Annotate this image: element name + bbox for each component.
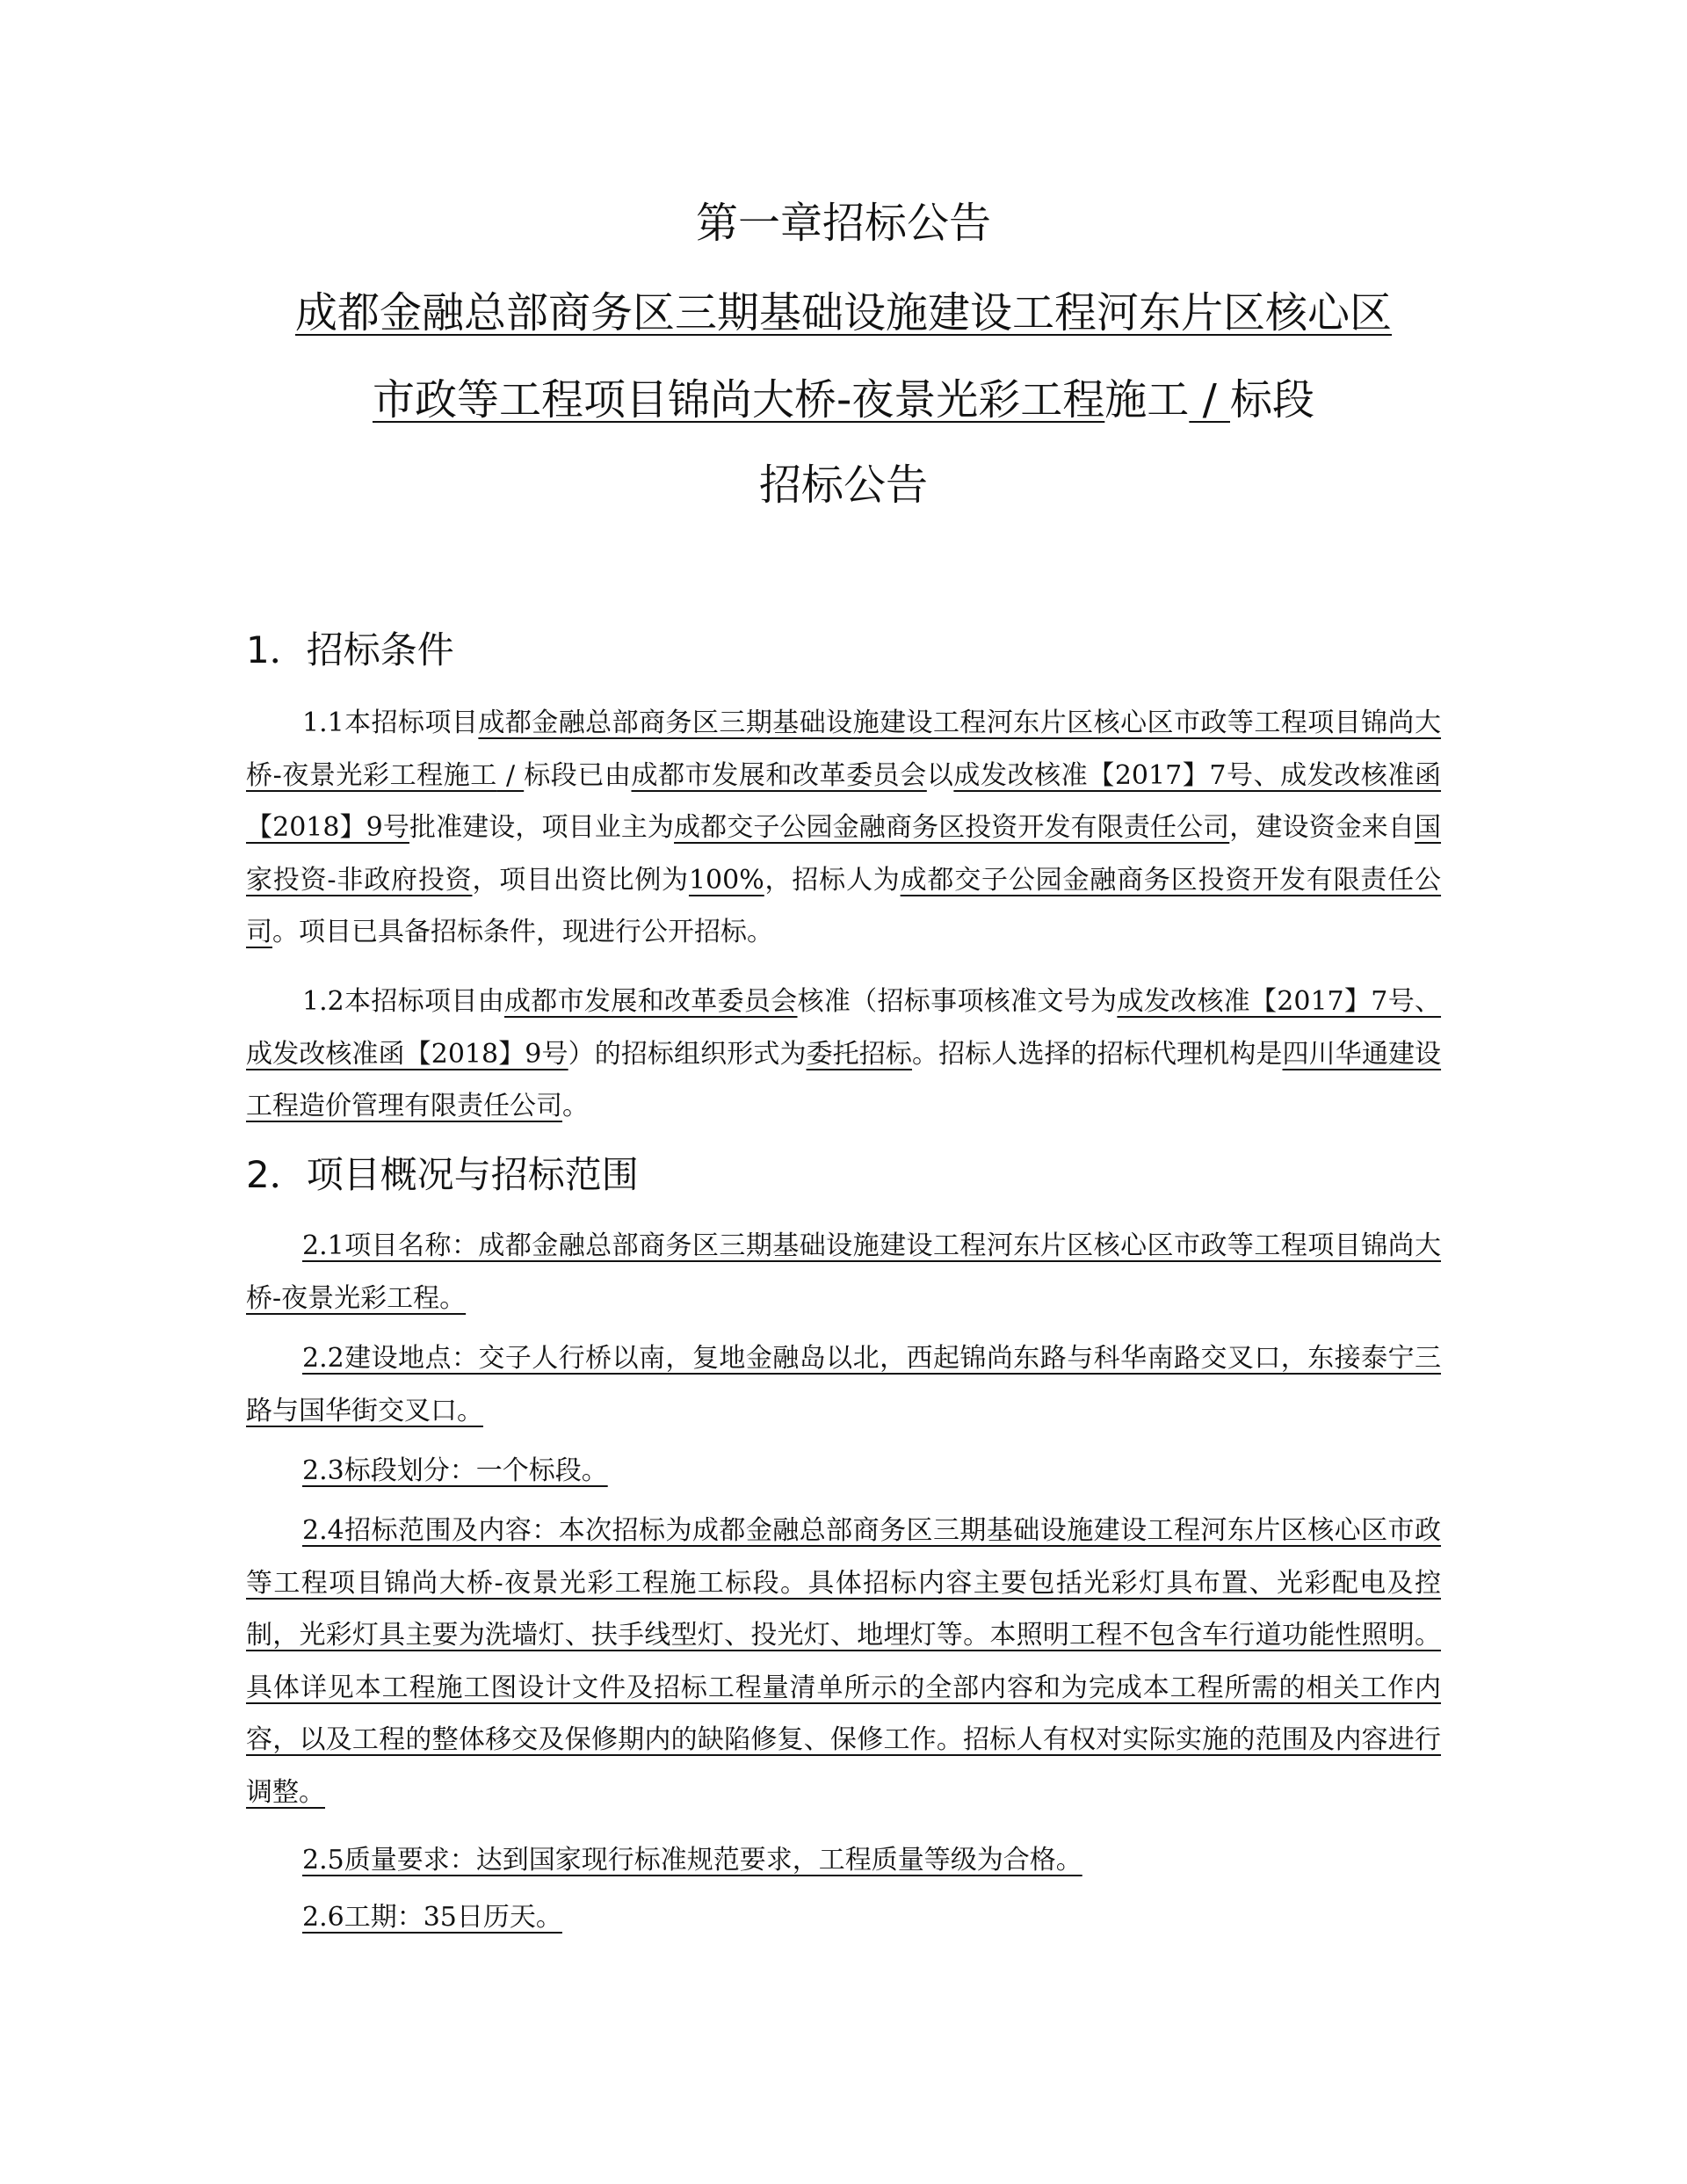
p22-text: 2.2建设地点：交子人行桥以南，复地金融岛以北，西起锦尚东路与科华南路交叉口，东接泰宁三路与国华街交叉口。	[246, 1343, 1441, 1426]
p12-approval-doc: 成发改核准【2017】7号、成发改核准函【2018】9号	[246, 986, 1442, 1070]
p11-funding: 国家投资-非政府投资	[246, 812, 1442, 896]
project-title-line-2	[0, 372, 1687, 428]
section-heading-2: 2．项目概况与招标范围	[246, 1153, 639, 1196]
paragraph-1-2	[246, 976, 1441, 1133]
p11-text-n: ，招标人为	[764, 864, 901, 896]
p24-text: 2.4招标范围及内容：本次招标为成都金融总部商务区三期基础设施建设工程河东片区核心区市政等工程项目锦尚大桥-夜景光彩工程施工标段。具体招标内容主要包括光彩灯具布置、光彩配电及控制，光彩灯具主要为洗墙灯、扶手线型灯、投光灯、地埋灯等。本照明工程不包含车行道功能性照明。 具体详见本工程施工图设计文件及招标工程量清单所示的全部内容和为完成本工程所需的相关工作内容，以及工程的整体移交及保修期内的缺陷修复、保修工作。招标人有权对实际实施的范围及内容进行调整。	[246, 1515, 1441, 1808]
p11-owner: 成都交子公园金融商务区投资开发有限责任公司	[674, 812, 1230, 843]
chapter-title: 第一章招标公告	[695, 199, 991, 248]
p12-authority: 成都市发展和改革委员会	[503, 986, 798, 1017]
p12-text-e: ）的招标组织形式为	[568, 1038, 807, 1070]
p21-text: 2.1项目名称：成都金融总部商务区三期基础设施建设工程河东片区核心区市政等工程项目锦尚大桥-夜景光彩工程。	[246, 1230, 1441, 1314]
p11-text-h: 批准建设，项目业主为	[409, 812, 675, 843]
p11-approval-doc: 成发改核准【2017】7号、成发改核准函【2018】9号	[246, 759, 1442, 843]
p12-text-a: 1.2本招标项目由	[302, 986, 504, 1017]
section-heading-1: 1．招标条件	[246, 628, 454, 671]
p11-text-l: ，项目出资比例为	[472, 864, 689, 896]
announcement-subtitle: 招标公告	[758, 461, 928, 510]
p12-agency: 四川华通建设工程造价管理有限责任公司	[246, 1038, 1442, 1121]
p11-tenderer: 成都交子公园金融商务区投资开发有限责任公司	[246, 864, 1442, 947]
p11-text-p: 。项目已具备招标条件，现进行公开招标。	[272, 917, 773, 947]
p11-section-blank: /	[496, 759, 525, 791]
paragraph-1-1	[246, 697, 1441, 959]
project-title-text-2a: 市政等工程项目锦尚大桥-夜景光彩工程	[372, 375, 1105, 424]
p11-text-d: 标段已由	[524, 759, 632, 791]
paragraph-2-3	[246, 1445, 1441, 1498]
p11-text-j: ，建设资金来自	[1229, 812, 1415, 843]
project-title-text-2d: 标段	[1230, 375, 1315, 424]
paragraph-2-4	[246, 1505, 1441, 1818]
p11-project-name: 成都金融总部商务区三期基础设施建设工程河东片区核心区市政等工程项目锦尚大桥-夜景光彩工程施工	[246, 707, 1441, 791]
p11-ratio: 100%	[688, 864, 764, 896]
p12-text-g: 。招标人选择的招标代理机构是	[912, 1038, 1283, 1070]
paragraph-2-6	[246, 1891, 1441, 1944]
paragraph-2-2	[246, 1332, 1441, 1437]
paragraph-2-5	[246, 1834, 1441, 1887]
project-title-text-2b: 施工	[1104, 375, 1190, 424]
p11-text-a: 1.1本招标项目	[302, 707, 479, 738]
p26-text: 2.6工期：35日历天。	[302, 1902, 562, 1933]
p12-text-i: 。	[562, 1091, 589, 1121]
project-title-text-1: 成都金融总部商务区三期基础设施建设工程河东片区核心区	[294, 288, 1392, 337]
p25-text: 2.5质量要求：达到国家现行标准规范要求，工程质量等级为合格。	[302, 1845, 1082, 1876]
project-title-text-2c: /	[1189, 375, 1230, 424]
p11-text-f: 以	[926, 759, 954, 791]
project-title-line-1	[0, 285, 1687, 341]
paragraph-2-1	[246, 1220, 1441, 1324]
p11-approval-authority: 成都市发展和改革委员会	[631, 759, 927, 791]
p12-form: 委托招标	[806, 1038, 913, 1070]
p12-text-c: 核准（招标事项核准文号为	[797, 986, 1118, 1017]
p23-text: 2.3标段划分：一个标段。	[302, 1455, 608, 1486]
